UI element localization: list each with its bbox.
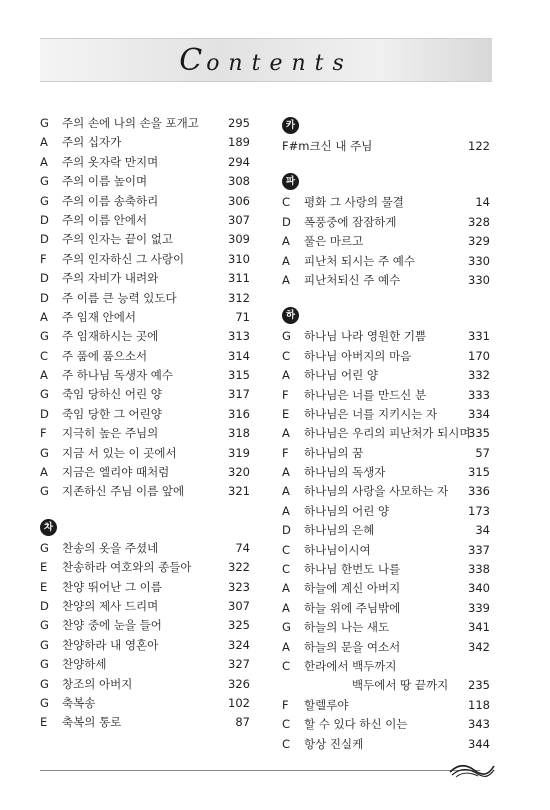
- entry-page-number: 339: [468, 600, 490, 615]
- toc-entry: [282, 232, 490, 251]
- entry-title: 찬양 뛰어난 그 이름: [62, 579, 162, 594]
- left-column: [40, 114, 250, 733]
- entry-page-number: 319: [228, 445, 250, 460]
- toc-entry: [40, 211, 250, 230]
- toc-entry: [40, 385, 250, 404]
- entry-page-number: 317: [228, 387, 250, 402]
- toc-entry: [282, 579, 490, 598]
- entry-title: 한라에서 백두까지: [304, 658, 397, 673]
- entry-title: 항상 진실케: [304, 736, 364, 751]
- entry-title: 폭풍중에 잠잠하게: [304, 214, 397, 229]
- entry-key: F: [40, 426, 47, 441]
- toc-entry: [40, 539, 250, 558]
- toc-entry: [40, 230, 250, 249]
- entry-page-number: 321: [228, 484, 250, 499]
- toc-entry: [40, 289, 250, 308]
- entry-page-number: 309: [228, 232, 250, 247]
- entry-title: 창조의 아버지: [62, 676, 133, 691]
- entry-title: 죽임 당한 그 어린양: [62, 406, 162, 421]
- entry-key: E: [40, 560, 48, 575]
- entry-title: 하나님이시여: [304, 542, 371, 557]
- entry-page-number: 189: [228, 135, 250, 150]
- toc-entry: [282, 463, 490, 482]
- entry-title: 하나님은 너를 지키시는 자: [304, 406, 438, 421]
- entry-key: A: [40, 465, 48, 480]
- entry-title: 지금은 엘리야 때처럼: [62, 465, 170, 480]
- entry-key: A: [282, 581, 290, 596]
- toc-entry: [40, 114, 250, 133]
- entry-page-number: 307: [228, 212, 250, 227]
- entry-title: 평화 그 사랑의 물결: [304, 195, 404, 210]
- entry-title: 찬양하세: [62, 657, 107, 672]
- entry-title: 피난처되신 주 예수: [304, 272, 401, 287]
- entry-page-number: 295: [228, 116, 250, 130]
- entry-title: 주의 인자하신 그 사랑이: [62, 251, 185, 266]
- contents-banner: [40, 38, 492, 82]
- entry-key: G: [40, 174, 49, 189]
- entry-title: 죽임 당하신 어린 양: [62, 387, 162, 402]
- toc-entry: [40, 327, 250, 346]
- entry-title: 하나님의 꿈: [304, 445, 364, 460]
- toc-entry: [40, 405, 250, 424]
- toc-entry: [282, 715, 490, 734]
- entry-title: 하늘의 문을 여소서: [304, 639, 401, 654]
- entry-page-number: 326: [228, 676, 250, 691]
- toc-entry: [40, 636, 250, 655]
- toc-entry: [40, 133, 250, 152]
- toc-entry: [282, 638, 490, 657]
- entry-key: D: [40, 212, 49, 227]
- entry-page-number: 306: [228, 193, 250, 208]
- entry-title: 주 임재 안에서: [62, 309, 136, 324]
- pa-entry-list: [282, 193, 490, 290]
- entry-page-number: 74: [235, 540, 250, 555]
- entry-title: 하나님의 은혜: [304, 523, 375, 538]
- entry-key: A: [40, 309, 48, 324]
- entry-title: 주의 십자가: [62, 135, 122, 150]
- entry-key: D: [40, 271, 49, 286]
- entry-page-number: 337: [468, 542, 490, 557]
- entry-key: D: [40, 232, 49, 247]
- entry-key: E: [40, 579, 48, 594]
- entry-key: G: [282, 329, 291, 344]
- entry-key: D: [40, 598, 49, 613]
- entry-page-number: 312: [228, 290, 250, 305]
- entry-key: G: [40, 540, 49, 555]
- entry-page-number: 294: [228, 154, 250, 169]
- toc-entry: [40, 172, 250, 191]
- entry-key: G: [40, 695, 49, 710]
- toc-entry: [282, 193, 490, 212]
- entry-page-number: 341: [468, 620, 490, 635]
- entry-key: G: [40, 445, 49, 460]
- section-gap: [282, 156, 490, 170]
- entry-page-number: 313: [228, 329, 250, 344]
- entry-page-number: 307: [228, 598, 250, 613]
- entry-page-number: 324: [228, 637, 250, 652]
- toc-entry: [282, 618, 490, 637]
- toc-entry: [40, 482, 250, 501]
- entry-key: C: [282, 542, 291, 557]
- entry-key: A: [40, 154, 48, 169]
- entry-page-number: 71: [235, 309, 250, 324]
- entry-title: 주의 이름 높이며: [62, 174, 148, 189]
- entry-key: G: [40, 387, 49, 402]
- entry-key: C: [282, 736, 291, 751]
- entry-key: C: [282, 562, 291, 577]
- entry-page-number: 173: [468, 503, 490, 518]
- toc-entry: [282, 541, 490, 560]
- section-header-ka: [282, 114, 490, 137]
- entry-page-number: 315: [228, 368, 250, 383]
- toc-entry: [40, 424, 250, 443]
- entry-page-number: 316: [228, 406, 250, 421]
- entry-page-number: 315: [468, 465, 490, 480]
- section-badge-ha: 하: [282, 307, 299, 324]
- entry-page-number: 318: [228, 426, 250, 441]
- ha-entry-list: [282, 327, 490, 754]
- entry-title: 주의 이름 안에서: [62, 212, 148, 227]
- entry-key: A: [282, 272, 290, 287]
- toc-entry: [282, 386, 490, 405]
- toc-entry: [40, 558, 250, 577]
- entry-page-number: 308: [228, 174, 250, 189]
- section-header-cha: [40, 516, 250, 539]
- entry-page-number: 14: [475, 195, 490, 210]
- entry-title: 축복의 통로: [62, 715, 122, 730]
- entry-page-number: 333: [468, 387, 490, 402]
- entry-page-number: 330: [468, 272, 490, 287]
- entry-key: A: [282, 253, 290, 268]
- entry-key: C: [282, 658, 291, 673]
- entry-title: 주 품에 품으소서: [62, 348, 148, 363]
- entry-key: C: [282, 717, 291, 732]
- entry-key: A: [282, 503, 290, 518]
- entry-page-number: 322: [228, 560, 250, 575]
- toc-entry: [40, 308, 250, 327]
- entry-key: G: [40, 618, 49, 633]
- entry-key: A: [40, 135, 48, 150]
- entry-key: A: [282, 368, 290, 383]
- entry-page-number: 235: [468, 678, 490, 693]
- toc-entry: [282, 482, 490, 501]
- entry-title: 지금 서 있는 이 곳에서: [62, 445, 177, 460]
- entry-key: F: [282, 387, 289, 402]
- entry-key: F: [282, 445, 289, 460]
- section-gap: [40, 502, 250, 516]
- toc-entry: [282, 347, 490, 366]
- entry-title: 하나님 한번도 나를: [304, 562, 401, 577]
- entry-key: E: [40, 715, 48, 730]
- entry-title: 주의 손에 나의 손을 포개고: [62, 116, 199, 130]
- entry-key: G: [40, 484, 49, 499]
- entry-key: A: [282, 426, 290, 441]
- entry-title: 찬송하라 여호와의 종들아: [62, 560, 192, 575]
- footer-rule: [40, 770, 480, 771]
- entry-key: D: [282, 214, 291, 229]
- entry-page-number: 335: [468, 426, 490, 441]
- entry-page-number: 57: [475, 445, 490, 460]
- entry-title: 지존하신 주님 이름 앞에: [62, 484, 185, 499]
- section-gap: [282, 290, 490, 304]
- toc-entry: [40, 444, 250, 463]
- entry-key: G: [40, 657, 49, 672]
- entry-page-number: 343: [468, 717, 490, 732]
- right-column: [282, 114, 490, 754]
- entry-page-number: 329: [468, 234, 490, 249]
- toc-entry: [282, 502, 490, 521]
- entry-title: 백두에서 땅 끝까지: [352, 678, 449, 693]
- toc-entry: [40, 192, 250, 211]
- entry-title: 하나님의 사랑을 사모하는 자: [304, 484, 449, 499]
- entry-page-number: 314: [228, 348, 250, 363]
- entry-page-number: 310: [228, 251, 250, 266]
- entry-page-number: 170: [468, 348, 490, 363]
- entry-title: 주의 이름 송축하리: [62, 193, 159, 208]
- toc-entry: [282, 424, 490, 443]
- toc-entry: [282, 213, 490, 232]
- entry-page-number: 331: [468, 329, 490, 344]
- entry-title: 하늘의 나는 새도: [304, 620, 390, 635]
- page-title: [40, 43, 492, 78]
- entry-title: 할렐루야: [304, 697, 349, 712]
- entry-title: 피난처 되시는 주 예수: [304, 253, 415, 268]
- toc-entry: [40, 675, 250, 694]
- entry-title: 하나님 아버지의 마음: [304, 348, 412, 363]
- entry-title: 하나님 나라 영원한 기쁨: [304, 329, 427, 344]
- entry-key: C: [282, 348, 291, 363]
- title-initial: C: [179, 43, 207, 78]
- entry-key: F: [282, 697, 289, 712]
- entry-title: 찬양 중에 눈을 들어: [62, 618, 162, 633]
- entry-title: 하늘에 계신 아버지: [304, 581, 401, 596]
- entry-title: 주의 옷자락 만지며: [62, 154, 159, 169]
- entry-key: D: [282, 523, 291, 538]
- entry-title: 풀은 마르고: [304, 234, 364, 249]
- toc-entry: [282, 599, 490, 618]
- entry-key: A: [282, 465, 290, 480]
- toc-entry: [40, 269, 250, 288]
- entry-key: A: [282, 484, 290, 499]
- title-rest: ontents: [206, 51, 353, 76]
- toc-entry: [40, 366, 250, 385]
- toc-entry: [282, 137, 490, 156]
- entry-title: 할 수 있다 하신 이는: [304, 717, 408, 732]
- section-header-ha: [282, 304, 490, 327]
- entry-title: 주 이름 큰 능력 있도다: [62, 290, 177, 305]
- entry-page-number: 344: [468, 736, 490, 751]
- entry-title: 하나님의 어린 양: [304, 503, 390, 518]
- entry-page-number: 87: [235, 715, 250, 730]
- entry-key: C: [40, 348, 49, 363]
- entry-page-number: 34: [475, 523, 490, 538]
- toc-entry: [40, 463, 250, 482]
- entry-page-number: 330: [468, 253, 490, 268]
- entry-key: E: [282, 406, 290, 421]
- entry-title: 축복송: [62, 695, 96, 710]
- ka-entry-list: [282, 137, 490, 156]
- entry-page-number: 332: [468, 368, 490, 383]
- entry-title: 주 임재하시는 곳에: [62, 329, 159, 344]
- entry-title: 하나님은 우리의 피난처가 되시며: [304, 426, 471, 441]
- entry-page-number: 102: [228, 695, 250, 710]
- toc-entry: [282, 521, 490, 540]
- section-badge-ka: 카: [282, 117, 299, 134]
- toc-entry: [40, 153, 250, 172]
- entry-title: 하나님 어린 양: [304, 368, 378, 383]
- entry-page-number: 323: [228, 579, 250, 594]
- toc-entry: [40, 616, 250, 635]
- entry-key: A: [282, 234, 290, 249]
- entry-title: 하늘 위에 주님밖에: [304, 600, 401, 615]
- wave-flourish-icon: [448, 760, 496, 778]
- entry-key: G: [40, 116, 49, 130]
- toc-entry: [40, 597, 250, 616]
- toc-entry: [282, 696, 490, 715]
- toc-entry: [40, 694, 250, 713]
- cha-entry-list: [40, 539, 250, 733]
- toc-entry: [282, 366, 490, 385]
- toc-entry: [40, 578, 250, 597]
- entry-page-number: 325: [228, 618, 250, 633]
- entry-key: F: [40, 251, 47, 266]
- entry-title: 주의 자비가 내려와: [62, 271, 159, 286]
- toc-entry: [40, 655, 250, 674]
- entry-key: G: [40, 637, 49, 652]
- toc-entry: [282, 252, 490, 271]
- toc-entry: [40, 347, 250, 366]
- toc-entry: [282, 327, 490, 346]
- entry-title: 지극히 높은 주님의: [62, 426, 159, 441]
- entry-title: 하나님의 독생자: [304, 465, 386, 480]
- toc-entry: [282, 657, 490, 676]
- entry-key: G: [40, 676, 49, 691]
- toc-entry: [282, 405, 490, 424]
- entry-title: F#m크신 내 주님: [282, 139, 373, 153]
- entry-key: G: [40, 329, 49, 344]
- entry-key: A: [282, 639, 290, 654]
- entry-key: A: [40, 368, 48, 383]
- entry-page-number: 340: [468, 581, 490, 596]
- entry-page-number: 338: [468, 562, 490, 577]
- entry-page-number: 334: [468, 406, 490, 421]
- toc-entry: [40, 250, 250, 269]
- entry-key: C: [282, 195, 291, 210]
- toc-entry: [40, 713, 250, 732]
- section-badge-cha: 차: [40, 519, 57, 536]
- toc-entry: [282, 444, 490, 463]
- entry-title: 찬송의 옷을 주셨네: [62, 540, 159, 555]
- entry-key: G: [40, 193, 49, 208]
- entry-page-number: 336: [468, 484, 490, 499]
- entry-title: 주의 인자는 끝이 없고: [62, 232, 173, 247]
- section-badge-pa: 파: [282, 173, 299, 190]
- entry-page-number: 327: [228, 657, 250, 672]
- entry-page-number: 118: [468, 697, 490, 712]
- entry-title: 찬양하라 내 영혼아: [62, 637, 159, 652]
- entry-page-number: 122: [468, 139, 490, 153]
- entry-page-number: 328: [468, 214, 490, 229]
- entry-key: G: [282, 620, 291, 635]
- toc-entry: [282, 676, 490, 695]
- entry-page-number: 342: [468, 639, 490, 654]
- entry-key: D: [40, 290, 49, 305]
- toc-entry: [282, 560, 490, 579]
- entry-title: 찬양의 제사 드리며: [62, 598, 159, 613]
- entry-key: A: [282, 600, 290, 615]
- left-entry-list: [40, 114, 250, 502]
- entry-title: 주 하나님 독생자 예수: [62, 368, 173, 383]
- entry-page-number: 320: [228, 465, 250, 480]
- entry-title: 하나님은 너를 만드신 분: [304, 387, 427, 402]
- section-header-pa: [282, 170, 490, 193]
- entry-page-number: 311: [228, 271, 250, 286]
- toc-entry: [282, 271, 490, 290]
- toc-entry: [282, 735, 490, 754]
- entry-key: D: [40, 406, 49, 421]
